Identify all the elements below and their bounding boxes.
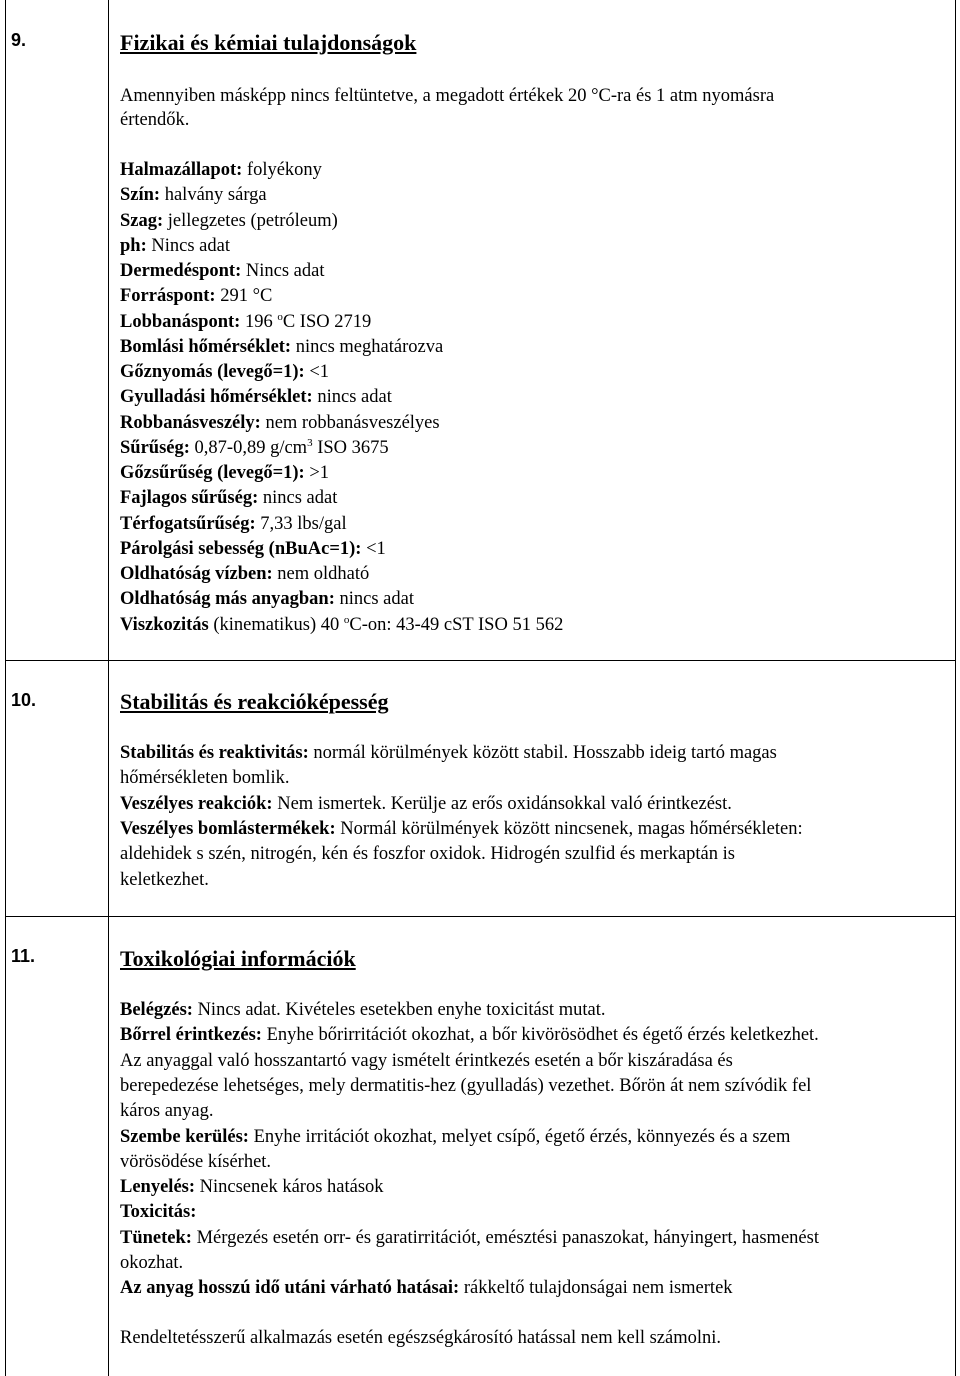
field-value: aldehidek s szén, nitrogén, kén és foszfor oxidok. Hidrogén szulfid és merkaptán is xyxy=(120,844,735,865)
intro-line: Amennyiben másképp nincs feltüntetve, a megadott értékek 20 °C-ra és 1 atm nyomásra xyxy=(120,86,775,106)
field-value: Rendeltetésszerű alkalmazás esetén egészségkárosító hatással nem kell számolni. xyxy=(120,1327,722,1348)
table-border-right xyxy=(955,0,956,1376)
field-value: 7,33 lbs/gal xyxy=(255,513,347,534)
row-separator xyxy=(5,660,956,661)
field-value: (kinematikus) 40 xyxy=(208,614,344,635)
superscript: o xyxy=(343,613,350,626)
field-label: Forráspont: xyxy=(120,286,216,307)
text-line xyxy=(120,1074,811,1098)
field-value: keletkezhet. xyxy=(120,869,209,890)
field-value: Nincs adat xyxy=(146,235,230,256)
field-value: nincs meghatározva xyxy=(291,336,444,357)
text-line xyxy=(120,1200,196,1224)
text-line xyxy=(120,1326,721,1350)
text-line xyxy=(120,1276,733,1300)
field-label: Az anyag hosszú idő utáni várható hatásai: xyxy=(120,1278,460,1299)
text-line xyxy=(120,461,329,485)
section-title: Stabilitás és reakcióképesség xyxy=(120,689,389,714)
field-value: <1 xyxy=(304,362,330,382)
text-line xyxy=(120,998,605,1022)
superscript: o xyxy=(277,310,283,323)
text-line xyxy=(120,512,347,536)
section-number: 11. xyxy=(11,946,36,966)
field-value: nincs adat xyxy=(312,387,392,408)
field-value: 0,87-0,89 g/cm xyxy=(189,437,308,458)
field-value: ISO 3675 xyxy=(312,437,389,458)
text-line xyxy=(120,537,386,561)
field-value: jellegzetes (petróleum) xyxy=(163,210,338,231)
field-value: rákkeltő tulajdonságai nem ismertek xyxy=(459,1278,733,1299)
field-value: berepedezése lehetséges, mely dermatitis-hez (gyulladás) vezethet. Bőrön át nem szívódik fel xyxy=(120,1075,812,1096)
field-value: >1 xyxy=(304,463,330,483)
field-value: 291 °C xyxy=(215,286,273,307)
field-label: Szín: xyxy=(120,185,161,206)
field-label: Bomlási hőmérséklet: xyxy=(120,336,292,357)
field-label: Veszélyes bomlástermékek: xyxy=(120,818,336,839)
section-number: 9. xyxy=(11,30,27,50)
row-separator xyxy=(5,916,956,917)
text-line xyxy=(120,817,803,841)
text-line xyxy=(120,1125,790,1149)
text-line xyxy=(120,209,338,233)
field-value: okozhat. xyxy=(120,1253,184,1273)
field-value: Nem ismertek. Kerülje az erős oxidánsokkal való érintkezést. xyxy=(272,793,732,814)
field-value: káros anyag. xyxy=(120,1101,214,1122)
field-value: Enyhe bőrirritációt okozhat, a bőr kivörösödhet és égető érzés keletkezhet. xyxy=(261,1025,819,1046)
field-value: halvány sárga xyxy=(160,185,267,206)
section-number: 10. xyxy=(11,690,37,710)
text-line xyxy=(120,842,735,866)
text-line xyxy=(120,234,230,258)
field-label: Gőznyomás (levegő=1): xyxy=(120,362,305,382)
text-line xyxy=(120,1251,183,1275)
text-line xyxy=(120,360,329,384)
field-label: Lenyelés: xyxy=(120,1177,196,1198)
field-label: Tünetek: xyxy=(120,1227,192,1248)
field-label: Gőzsűrűség (levegő=1): xyxy=(120,463,305,483)
text-line xyxy=(120,868,209,892)
text-line xyxy=(120,183,267,207)
field-label: Toxicitás: xyxy=(120,1202,197,1223)
field-label: Oldhatóság más anyagban: xyxy=(120,589,335,610)
field-label: Dermedéspont: xyxy=(120,261,242,281)
text-line xyxy=(120,1023,819,1047)
text-line xyxy=(120,562,369,586)
field-label: Bőrrel érintkezés: xyxy=(120,1025,262,1046)
field-value: folyékony xyxy=(242,160,322,180)
field-value: Nincsenek káros hatások xyxy=(195,1177,384,1198)
field-label: Belégzés: xyxy=(120,1000,193,1020)
field-value: Nincs adat. Kivételes esetekben enyhe toxicitást mutat. xyxy=(192,1000,606,1020)
field-label: Fajlagos sűrűség: xyxy=(120,488,259,509)
field-label: Gyulladási hőmérséklet: xyxy=(120,387,313,408)
field-label: Térfogatsűrűség: xyxy=(120,513,256,534)
text-line xyxy=(120,741,777,765)
text-line xyxy=(120,613,563,637)
text-line xyxy=(120,1175,384,1199)
field-label: Szag: xyxy=(120,210,164,231)
text-line xyxy=(120,587,414,611)
superscript: 3 xyxy=(307,436,313,449)
field-value: 196 xyxy=(240,311,278,332)
text-line xyxy=(120,335,443,359)
field-label: Halmazállapot: xyxy=(120,160,243,180)
section-title: Fizikai és kémiai tulajdonságok xyxy=(120,30,417,55)
field-value: Az anyaggal való hosszantartó vagy ismételt érintkezés esetén a bőr kiszáradása és xyxy=(120,1050,733,1071)
intro-line: értendők. xyxy=(120,110,190,130)
field-value: C-on: 43-49 cST ISO 51 562 xyxy=(349,614,564,635)
text-line xyxy=(120,284,272,308)
section-title: Toxikológiai információk xyxy=(120,946,356,971)
text-line xyxy=(120,766,290,790)
text-line xyxy=(120,1150,271,1174)
text-line xyxy=(120,385,392,409)
field-label: Veszélyes reakciók: xyxy=(120,793,273,814)
field-label: Oldhatóság vízben: xyxy=(120,564,273,584)
field-label: ph: xyxy=(120,235,147,256)
text-line xyxy=(120,158,322,182)
text-line xyxy=(120,1226,819,1250)
field-value: Mérgezés esetén orr- és garatirritációt, emésztési panaszokat, hányingert, hasmenést xyxy=(191,1227,819,1248)
field-label: Lobbanáspont: xyxy=(120,311,241,332)
field-label: Stabilitás és reaktivitás: xyxy=(120,743,309,763)
text-line xyxy=(120,259,325,283)
field-label: Szembe kerülés: xyxy=(120,1126,249,1147)
text-line xyxy=(120,411,440,435)
table-border-divider xyxy=(108,0,109,1376)
field-label: Sűrűség: xyxy=(120,437,190,458)
field-value: normál körülmények között stabil. Hosszabb ideig tartó magas xyxy=(308,743,777,763)
field-value: nem oldható xyxy=(272,564,370,584)
field-value: nem robbanásveszélyes xyxy=(260,412,440,433)
text-line xyxy=(120,436,389,460)
text-line xyxy=(120,486,337,510)
table-border-left xyxy=(5,0,6,1376)
field-label: Robbanásveszély: xyxy=(120,412,261,433)
text-line xyxy=(120,1099,214,1123)
field-value: Enyhe irritációt okozhat, melyet csípő, égető érzés, könnyezés és a szem xyxy=(248,1126,791,1147)
text-line xyxy=(120,792,732,816)
field-value: nincs adat xyxy=(258,488,338,509)
field-label: Párolgási sebesség (nBuAc=1): xyxy=(120,538,362,559)
text-line xyxy=(120,310,371,334)
field-value: Nincs adat xyxy=(241,261,325,281)
field-value: vörösödése kísérhet. xyxy=(120,1151,272,1172)
field-value: hőmérsékleten bomlik. xyxy=(120,768,290,789)
field-label: Viszkozitás xyxy=(120,614,209,635)
field-value: Normál körülmények között nincsenek, magas hőmérsékleten: xyxy=(335,818,803,839)
field-value: <1 xyxy=(361,538,386,559)
field-value: C ISO 2719 xyxy=(282,311,372,332)
field-value: nincs adat xyxy=(334,589,414,610)
text-line xyxy=(120,1049,733,1073)
